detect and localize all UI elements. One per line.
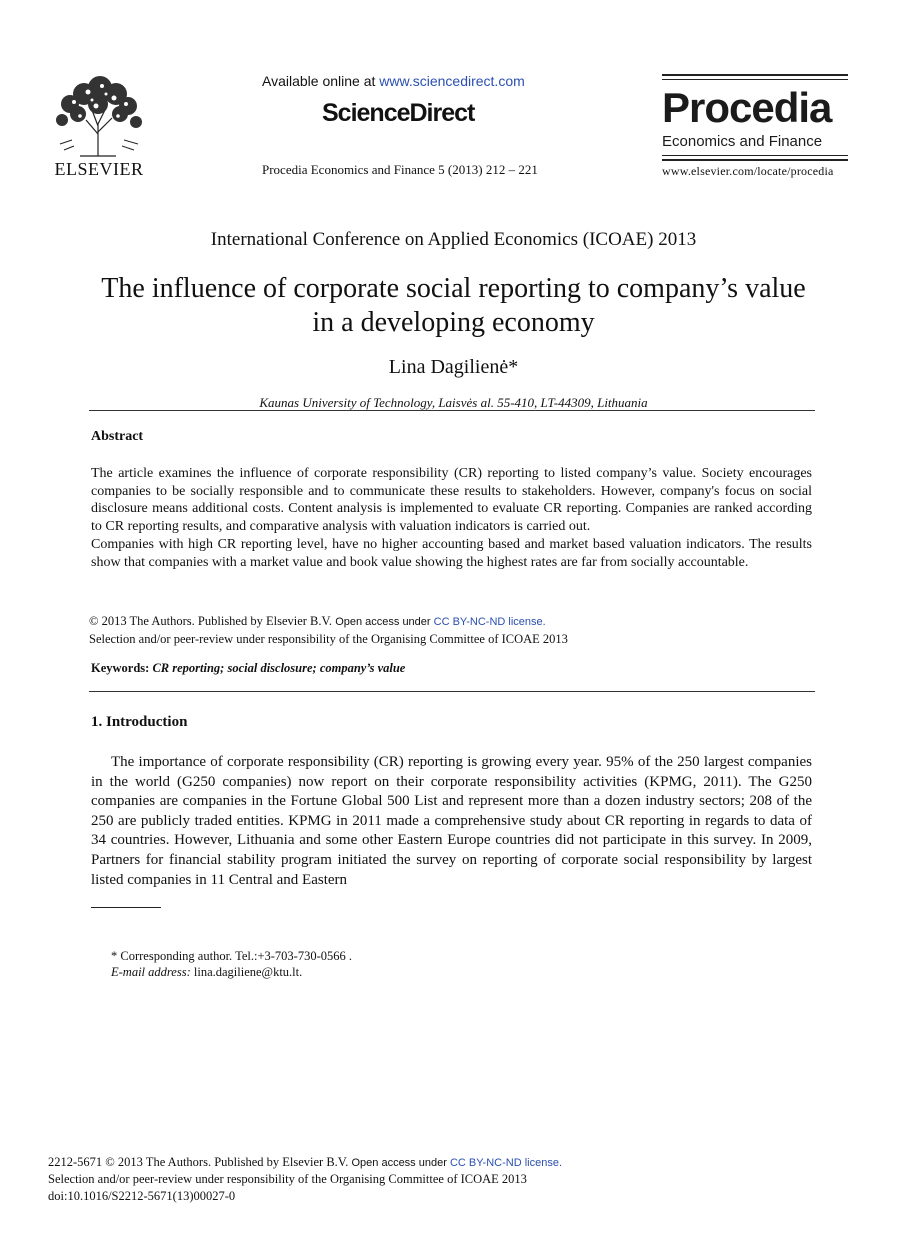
footer-copyright-text: 2212-5671 © 2013 The Authors. Published by Elsevier B.V. bbox=[48, 1155, 352, 1169]
keywords-value: CR reporting; social disclosure; company’s value bbox=[152, 661, 406, 675]
introduction-paragraph: The importance of corporate responsibility (CR) reporting is growing every year. 95% of the 250 largest companies in the world (G250 companies) now report on their corporate responsibility activities (KPMG, 2011). The G250 companies are companies in the Fortune Global 500 List and represent more than a dozen industry sectors; 208 of the 250 are publicly traded entities. KPMG in 2011 made a comprehensive study about CR reporting in regards to data of 34 countries. However, Lithuania and some other Eastern Europe countries did not participate in this survey. In 2009, Partners for financial stability program initiated the survey on reporting of corporate social responsibility by largest listed companies in 11 Central and Eastern bbox=[91, 754, 812, 888]
procedia-bottom-rule-thin bbox=[662, 155, 848, 156]
abstract-paragraph-2: Companies with high CR reporting level, have no higher accounting based and market based valuation indicators. The results show that companies with a market value and book value showing the highest rates are far from socially accountable. bbox=[91, 537, 812, 570]
copyright-text: © 2013 The Authors. Published by Elsevier B.V. bbox=[89, 614, 336, 628]
procedia-subtitle: Economics and Finance bbox=[662, 133, 823, 150]
email-note bbox=[111, 965, 302, 980]
email-address[interactable]: lina.dagiliene@ktu.lt. bbox=[190, 965, 303, 979]
conference-name: International Conference on Applied Economics (ICOAE) 2013 bbox=[210, 229, 697, 250]
elsevier-tree-icon bbox=[50, 74, 146, 158]
procedia-title: Procedia bbox=[662, 84, 832, 131]
elsevier-logo bbox=[50, 74, 148, 180]
author-affiliation: Kaunas University of Technology, Laisvės al. 55-410, LT-44309, Lithuania bbox=[259, 395, 648, 410]
sciencedirect-logo: ScienceDirect bbox=[322, 99, 475, 127]
paper-title-line1: The influence of corporate social reporting to company’s value bbox=[101, 273, 806, 304]
license-link[interactable]: CC BY-NC-ND license. bbox=[433, 616, 546, 628]
corresponding-author-note: * Corresponding author. Tel.:+3-703-730-0566 . bbox=[111, 949, 352, 963]
keywords-label: Keywords: bbox=[91, 661, 150, 675]
footer-open-access: Open access under bbox=[351, 1157, 450, 1169]
divider-bottom bbox=[89, 691, 815, 692]
abstract-heading: Abstract bbox=[91, 429, 144, 444]
available-prefix: Available online at bbox=[262, 73, 380, 89]
footer-license-link[interactable]: CC BY-NC-ND license. bbox=[449, 1157, 562, 1169]
paper-title bbox=[60, 272, 847, 340]
open-access-text: Open access under bbox=[335, 616, 434, 628]
procedia-top-rule-thin bbox=[662, 79, 848, 80]
procedia-bottom-rule bbox=[662, 159, 848, 161]
journal-citation: Procedia Economics and Finance 5 (2013) 212 – 221 bbox=[262, 162, 538, 177]
author-name: Lina Dagilienė* bbox=[388, 356, 519, 378]
peer-review-line: Selection and/or peer-review under responsibility of the Organising Committee of ICOAE 2013 bbox=[89, 632, 568, 646]
procedia-logo bbox=[662, 74, 848, 179]
footer-doi[interactable]: doi:10.1016/S2212-5671(13)00027-0 bbox=[48, 1189, 236, 1203]
section-heading-introduction: 1. Introduction bbox=[91, 714, 188, 730]
footer-copyright bbox=[48, 1155, 562, 1170]
footnote-rule bbox=[91, 907, 161, 908]
available-online bbox=[262, 73, 525, 89]
paper-title-line2: in a developing economy bbox=[312, 307, 595, 338]
procedia-url[interactable]: www.elsevier.com/locate/procedia bbox=[662, 164, 834, 178]
footer-peer-review: Selection and/or peer-review under responsibility of the Organising Committee of ICOAE 2013 bbox=[48, 1172, 527, 1186]
elsevier-wordmark: ELSEVIER bbox=[54, 159, 144, 179]
sciencedirect-link[interactable]: www.sciencedirect.com bbox=[379, 73, 525, 89]
copyright-line bbox=[89, 614, 546, 629]
abstract-paragraph-1: The article examines the influence of corporate responsibility (CR) reporting to listed company’s value. Society encourages companies to be socially responsible and to communicate these results to stakeholders. However, company's focus on social disclosure means additional costs. Content analysis is implemented to evaluate CR reporting. Companies are ranked according to CR reporting results, and comparative analysis with valuation indicators is carried out. bbox=[91, 466, 812, 534]
email-label: E-mail address: bbox=[111, 965, 191, 979]
keywords bbox=[91, 661, 405, 676]
procedia-top-rule bbox=[662, 74, 848, 76]
divider-top bbox=[89, 410, 815, 411]
